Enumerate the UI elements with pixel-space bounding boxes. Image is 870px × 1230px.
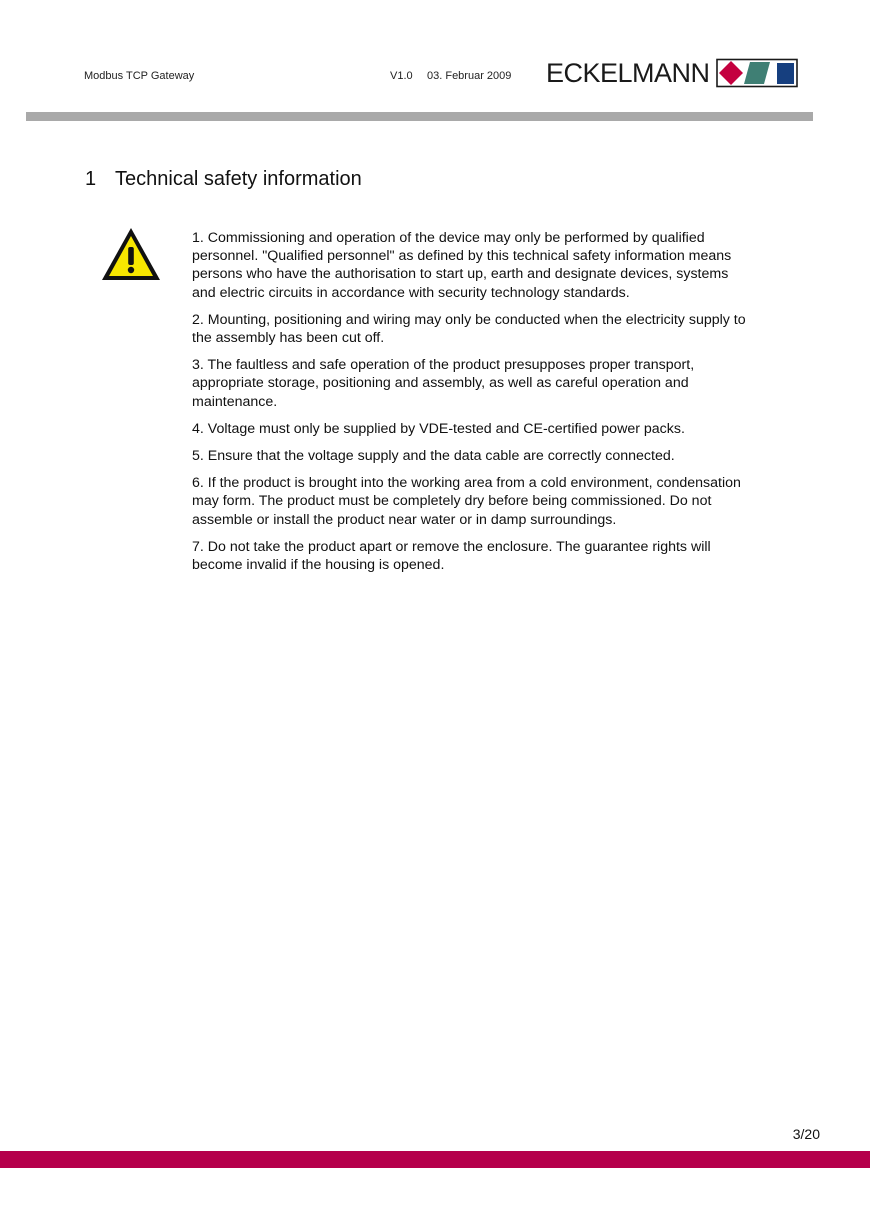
page-number: 3/20 (792, 1126, 820, 1142)
section-number: 1 (85, 168, 97, 190)
safety-item-3: 3. The faultless and safe operation of the product presupposes proper transport, appropriate storage, positioning and assembly, as well as careful operation and maintenance. (192, 357, 695, 410)
header-date: 03. Februar 2009 (427, 70, 512, 82)
eckelmann-logo (546, 58, 798, 88)
logo-wordmark: ECKELMANN (546, 58, 710, 88)
safety-items-list (192, 229, 752, 583)
section-heading (85, 168, 362, 191)
safety-item-4: 4. Voltage must only be supplied by VDE-tested and CE-certified power packs. (192, 420, 685, 437)
safety-item-5: 5. Ensure that the voltage supply and the data cable are correctly connected. (192, 448, 675, 465)
header-divider (26, 112, 813, 121)
safety-item-2: 2. Mounting, positioning and wiring may only be conducted when the electricity supply to the assembly has been cut off. (192, 311, 746, 347)
footer-divider (0, 1151, 870, 1168)
logo-squares-icon (716, 58, 798, 88)
warning-triangle-icon (100, 226, 162, 282)
header-version: V1.0 (390, 70, 413, 82)
safety-item-6: 6. If the product is brought into the working area from a cold environment, condensation may form. The product must be completely dry before being commissioned. Do not assemble or install the product near water or in damp surroundings. (192, 475, 741, 528)
safety-item-7: 7. Do not take the product apart or remove the enclosure. The guarantee rights will become invalid if the housing is opened. (192, 538, 711, 574)
header-product-name: Modbus TCP Gateway (84, 70, 195, 82)
safety-item-1: 1. Commissioning and operation of the device may only be performed by qualified personnel. "Qualified personnel" as defined by this technical safety information means persons who have the authorisation to start up, earth and designate devices, systems and electric circuits in accordance with security technology standards. (192, 230, 732, 301)
section-title: Technical safety information (115, 168, 362, 190)
